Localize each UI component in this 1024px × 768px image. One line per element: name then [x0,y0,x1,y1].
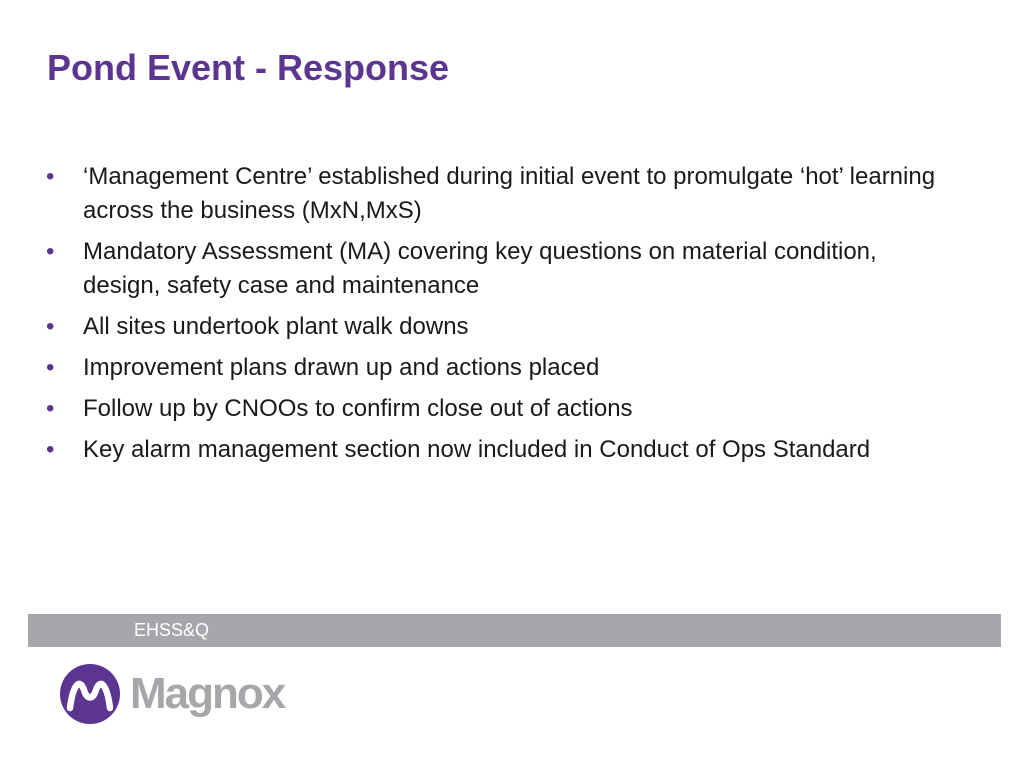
bullet-item [46,351,946,385]
bullet-text: Improvement plans drawn up and actions placed [83,354,600,381]
magnox-m-icon [60,664,120,724]
bullet-marker: • [46,238,55,265]
footer-label: EHSS&Q [134,620,210,640]
bullet-item [46,160,946,228]
bullet-item [46,235,946,303]
bullet-marker: • [46,163,55,190]
bullet-item [46,310,946,344]
bullet-item [46,433,946,467]
bullet-item [46,392,946,426]
bullet-text: Follow up by CNOOs to confirm close out of actions [83,395,633,422]
bullet-marker: • [46,395,55,422]
logo-wordmark: Magnox [130,669,285,718]
bullet-marker: • [46,436,55,463]
footer-bar [28,614,1001,647]
bullet-text: ‘Management Centre’ established during initial event to promulgate ‘hot’ learning across the business (MxN,MxS) [83,163,936,224]
magnox-logo [60,664,320,724]
bullet-text: Key alarm management section now included in Conduct of Ops Standard [83,436,871,463]
bullet-text: Mandatory Assessment (MA) covering key questions on material condition, design, safety case and maintenance [83,238,877,299]
bullet-marker: • [46,313,55,340]
slide-title: Pond Event - Response [47,47,450,88]
bullet-text: All sites undertook plant walk downs [83,313,469,340]
bullet-list [46,160,946,474]
bullet-marker: • [46,354,55,381]
